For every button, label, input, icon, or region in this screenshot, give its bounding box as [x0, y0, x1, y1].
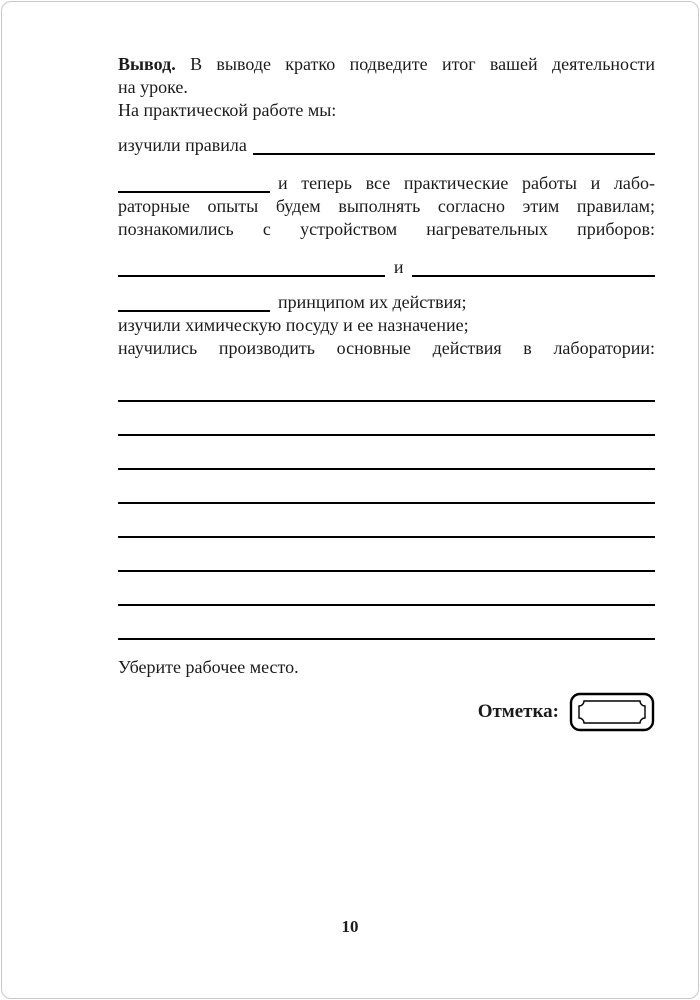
- blank-line: [253, 134, 655, 155]
- ruled-line: [118, 538, 655, 572]
- mark-box-icon: [569, 691, 655, 733]
- ruled-line: [118, 368, 655, 402]
- blank-line: [118, 291, 270, 312]
- ruled-line: [118, 504, 655, 538]
- practical-work-intro: На практической работе мы:: [118, 100, 337, 120]
- conclusion-line-1: [118, 53, 655, 76]
- ruled-line: [118, 436, 655, 470]
- principle-line: [118, 291, 655, 314]
- studied-rules-text: изучили правила: [118, 135, 247, 155]
- ruled-line: [118, 572, 655, 606]
- rules-continuation-text-1: и теперь все практические работы и лабо-: [278, 173, 655, 193]
- answer-lines: [118, 368, 655, 640]
- ruled-line: [118, 606, 655, 640]
- principle-text: принципом их действия;: [278, 292, 467, 312]
- cleanup-instruction: Уберите рабочее место.: [118, 657, 299, 677]
- page-number: 10: [341, 917, 359, 936]
- studied-rules-line: [118, 134, 655, 157]
- page-content: [118, 53, 655, 733]
- lab-actions-text: научились производить основные действия в лаборатории:: [118, 338, 655, 358]
- conclusion-intro-text: В выводе кратко подведите итог вашей деятельности: [190, 54, 655, 74]
- conjunction-and: и: [393, 257, 404, 277]
- conclusion-heading: Вывод.: [118, 54, 176, 74]
- ruled-line: [118, 470, 655, 504]
- blank-line: [118, 172, 270, 193]
- blank-line: [118, 256, 385, 277]
- devices-blanks-line: [118, 256, 655, 279]
- mark-label: Отметка:: [477, 701, 559, 722]
- rules-continuation-text-2: раторные опыты будем выполнять согласно этим правилам;: [118, 196, 655, 216]
- rules-continuation-line: [118, 172, 655, 195]
- blank-line: [412, 256, 655, 277]
- ruled-line: [118, 402, 655, 436]
- mark-row: [118, 691, 655, 733]
- heating-devices-text: познакомились с устройством нагревательных приборов:: [118, 219, 655, 239]
- conclusion-line-2: на уроке.: [118, 77, 188, 97]
- glassware-text: изучили химическую посуду и ее назначение;: [118, 315, 469, 335]
